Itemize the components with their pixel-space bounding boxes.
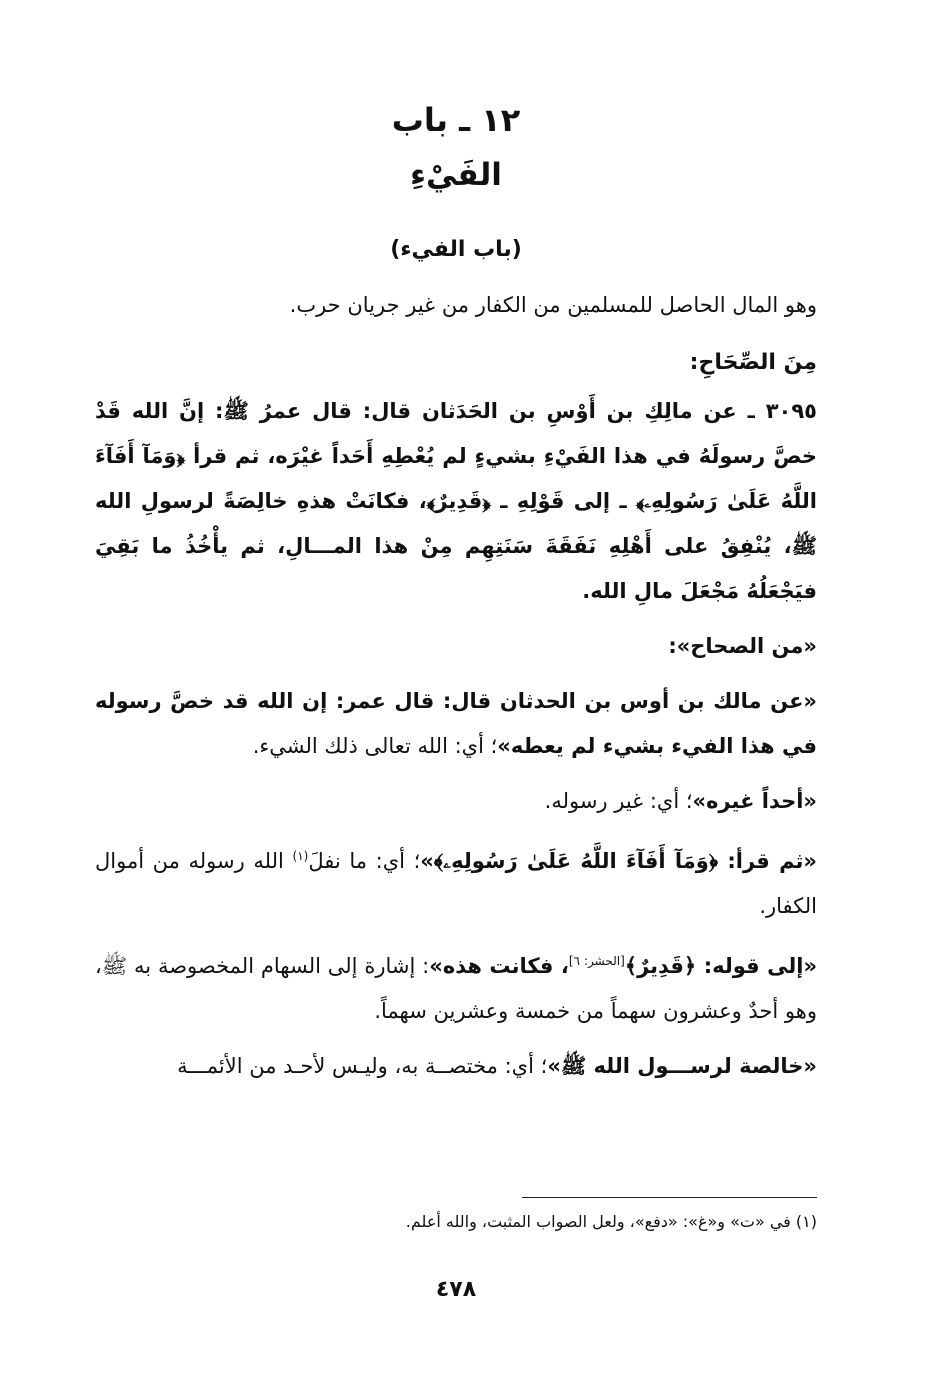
commentary-explanation: ؛ أي: الله تعالى ذلك الشيء. [252,734,498,758]
chapter-subtitle: (باب الفيء) [390,237,522,262]
commentary-block-2 [95,679,817,769]
commentary-quote: «عن مالك بن أوس بن الحدثان قال: قال عمر: إن الله قد خصَّ رسوله في هذا الفيء بشيء لم يعطه» [95,689,817,758]
footnote-marker[interactable]: (١) [292,849,309,863]
commentary-quote: «أحداً غيره» [692,789,817,813]
book-page [95,95,818,1302]
commentary-quote: «من الصحاح»: [668,634,817,658]
footnote-divider [522,1197,817,1198]
commentary-explanation: ؛ أي: غير رسوله. [544,789,693,813]
hadith-text: ٣٠٩٥ ـ عن مالِكِ بن أَوْسِ بن الحَدَثان قال: قال عمرُ ﷺ: إنَّ الله قَدْ خصَّ رسولَهُ في هذا الفَيْءِ بشيءٍ لم يُعْطِهِ أَحَداً غيْرَه، ثم قرأ ﴿وَمَآ أَفَآءَ اللَّهُ عَلَىٰ رَسُولِهِۦ﴾ ـ إلى قَوْلِهِ ـ ﴿قَدِيرٌ﴾، فكانَتْ هذهِ خالِصَةً لرسولِ الله ﷺ، يُنْفِقُ على أَهْلِهِ نَفَقَةَ سَنَتِهِم مِنْ هذا المـــالِ، ثم يأْخُذُ ما بَقِيَ فيَجْعَلُهُ مَجْعَلَ مالِ الله. [95,399,817,603]
commentary-explanation: : إشارة إلى السهام المخصوصة به ﷺ، وهو أحدٌ وعشرون سهماً من خمسة وعشرين سهماً. [95,954,817,1023]
commentary-block-3 [95,779,817,824]
chapter-heading: ١٢ ـ باب [391,101,521,139]
commentary-explanation: ؛ أي: ما نفلَ [308,849,421,873]
page-number: ٤٧٨ [435,1277,477,1302]
commentary-quote: «خالصة لرســـول الله ﷺ» [547,1054,817,1078]
commentary-block-5 [95,939,817,1034]
footnote: (١) في «ت» و«غ»: «دفع»، ولعل الصواب المثبت، والله أعلم. [405,1212,817,1231]
quran-reference: [الحشر: ٦] [568,954,625,968]
commentary-quote: «ثم قرأ: ﴿وَمَآ أَفَآءَ اللَّهُ عَلَىٰ رَسُولِهِۦ﴾» [420,849,817,873]
commentary-explanation: ؛ أي: مختصــة به، وليـس لأحـد من الأئمـــة [177,1054,548,1078]
intro-paragraph: وهو المال الحاصل للمسلمين من الكفار من غير جريان حرب. [289,293,817,317]
commentary-block-4 [95,834,817,929]
section-label: مِنَ الصِّحَاحِ: [689,350,817,375]
chapter-title: الفَيْءِ [410,157,502,193]
commentary-quote: «إلى قوله: ﴿قَدِيرٌ﴾ [624,954,818,978]
commentary-explanation-cont: الله رسوله من أموال الكفار. [95,849,817,918]
commentary-block-1 [95,624,817,669]
commentary-block-6 [95,1044,817,1089]
commentary-quote-cont: ، فكانت هذه» [429,954,569,978]
